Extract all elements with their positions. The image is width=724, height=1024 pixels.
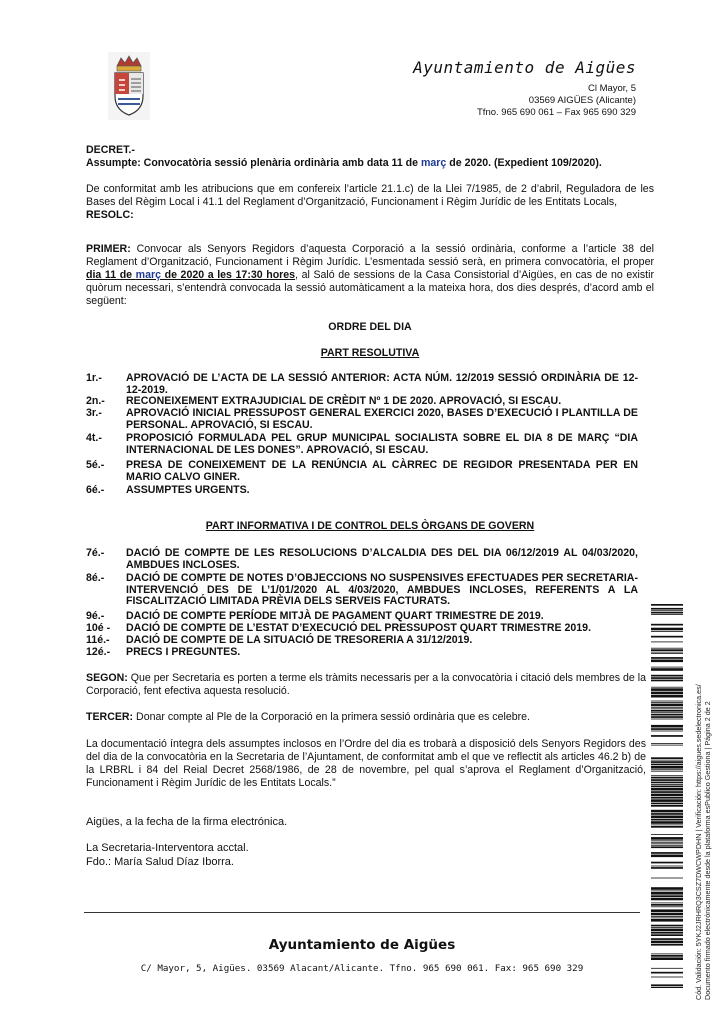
header-address-line2: 03569 AIGÜES (Alicante) (528, 95, 636, 106)
side-validation-text (694, 600, 712, 1000)
primer-label: PRIMER: (86, 243, 131, 255)
validation-barcode-icon (651, 604, 683, 988)
item-number: 4t.- (86, 432, 102, 444)
primer-text-b: , al Saló de sessions de la Casa Consistorial d’Aigües, en cas de no existir quòrum necessari, s’entendrà convocada la sessió automàticament a la mateixa hora, dos dies després, d’acord amb el següent: (86, 269, 655, 307)
segon-label: SEGON: (86, 672, 128, 684)
tercer-paragraph (86, 711, 646, 724)
session-date (86, 269, 295, 281)
item-text: DACIÓ DE COMPTE DE LES RESOLUCIONS D’ALCALDIA DES DEL DIA 06/12/2019 AL 04/03/2020, AMBDUES INCLOSES. (126, 547, 638, 571)
item-number: 1r.- (86, 372, 102, 384)
segon-text: Que per Secretaria es porten a terme els tràmits necessaris per a la convocatòria i citació dels membres de la Corporació, fent efectiva aquesta resolució. (86, 672, 646, 697)
item-number: 7é.- (86, 547, 105, 559)
item-number: 10é - (86, 622, 111, 634)
part2-title: PART INFORMATIVA I DE CONTROL DELS ÒRGANS DE GOVERN (205, 520, 535, 532)
item-number: 5é.- (86, 459, 105, 471)
session-date-a: dia 11 de (86, 269, 136, 281)
side-validation-line2: Documento firmado electrónicamente desde la plataforma esPublico Gestiona | Página 2 de 2 (703, 701, 712, 1000)
session-date-month: març (135, 269, 161, 281)
item-text: PROPOSICIÓ FORMULADA PEL GRUP MUNICIPAL SOCIALISTA SOBRE EL DIA 8 DE MARÇ “DIA INTERNACIONAL DE LES DONES”. APROVACIÓ, SI ESCAU. (126, 432, 638, 456)
item-number: 12é.- (86, 646, 111, 658)
item-text: APROVACIÓ DE L’ACTA DE LA SESSIÓ ANTERIOR: ACTA NÚM. 12/2019 SESSIÓ ORDINÀRIA DE 12-12-2019. (126, 372, 638, 396)
part1-title: PART RESOLUTIVA (320, 347, 420, 359)
item-text: DACIÓ DE COMPTE DE L’ESTAT D’EXECUCIÓ DEL PRESSUPOST QUART TRIMESTRE 2019. (126, 622, 592, 634)
footer-address: C/ Mayor, 5, Aigües. 03569 Alacant/Alicante. Tfno. 965 690 061. Fax: 965 690 329 (140, 963, 584, 974)
item-text: DACIÓ DE COMPTE DE LA SITUACIÓ DE TRESORERIA A 31/12/2019. (126, 634, 473, 646)
municipal-crest-icon (108, 52, 150, 120)
signer-name: Fdo.: María Salud Díaz Iborra. (86, 856, 234, 868)
item-number: 9é.- (86, 610, 105, 622)
item-number: 2n.- (86, 395, 105, 407)
item-text: ASSUMPTES URGENTS. (126, 484, 250, 496)
tercer-text: Donar compte al Ple de la Corporació en la primera sessió ordinària que es celebre. (133, 711, 530, 723)
header-phone-fax: Tfno. 965 690 061 – Fax 965 690 329 (477, 107, 636, 118)
side-validation-line1: Cód. Validación: 5YKJ2JRHRQ3CSZ7DWCWPDHN | Verificación: https://aigues.sedelectronica.es/ (694, 684, 703, 1000)
decree-subject-prefix: Assumpte: Convocatòria sessió plenària ordinària amb data 11 de (86, 157, 421, 169)
decree-subject (86, 157, 646, 170)
item-number: 11é.- (86, 634, 110, 646)
item-number: 6é.- (86, 484, 105, 496)
decree-subject-suffix: de 2020. (Expedient 109/2020). (446, 157, 602, 169)
segon-paragraph (86, 672, 646, 698)
footer-title: Ayuntamiento de Aigües (268, 937, 456, 953)
item-number: 3r.- (86, 407, 102, 419)
header-title: Ayuntamiento de Aigües (413, 58, 636, 77)
item-text: PRECS I PREGUNTES. (126, 646, 241, 658)
item-text: DACIÓ DE COMPTE DE NOTES D’OBJECCIONS NO SUSPENSIVES EFECTUADES PER SECRETARIA-INTERVENCIÓ DES DE L’1/01/2020 AL 4/03/2020, AMBDUES INCLOSES, REFERENTS A LA FISCALITZACIÓ LIMITADA PRÈVIA DELS SERVEIS FACTURATS. (126, 572, 638, 608)
decree-intro (86, 183, 654, 222)
footer-divider (84, 912, 640, 913)
closing-place-date: Aigües, a la fecha de la firma electrónica. (86, 816, 288, 828)
decree-label: DECRET.- (86, 144, 135, 156)
decree-intro-text: De conformitat amb les atribucions que em confereix l’article 21.1.c) de la Llei 7/1985, de 2 d’abril, Reguladora de les Bases del Règim Local i 41.1 del Reglament d’Organització, Funcionament i Règim Jurídic de les Entitats Locals, (86, 183, 654, 208)
signer-role: La Secretaria-Interventora acctal. (86, 842, 249, 854)
tercer-label: TERCER: (86, 711, 134, 723)
item-text: APROVACIÓ INICIAL PRESSUPOST GENERAL EXERCICI 2020, BASES D’EXECUCIÓ I PLANTILLA DE PERSONAL. APROVACIÓ, SI ESCAU. (126, 407, 638, 431)
item-text: PRESA DE CONEIXEMENT DE LA RENÚNCIA AL CÀRREC DE REGIDOR PRESENTADA PER EN MARIO CALVO GINER. (126, 459, 638, 483)
header-address-line1: Cl Mayor, 5 (587, 83, 636, 94)
primer-paragraph (86, 243, 654, 308)
item-text: RECONEIXEMENT EXTRAJUDICIAL DE CRÈDIT Nº 1 DE 2020. APROVACIÓ, SI ESCAU. (126, 395, 562, 407)
decree-subject-month: març (421, 157, 447, 169)
item-text: DACIÓ DE COMPTE PERÍODE MITJÀ DE PAGAMENT QUART TRIMESTRE DE 2019. (126, 610, 544, 622)
resolc-label: RESOLC: (86, 209, 134, 221)
agenda-title: ORDRE DEL DIA (328, 321, 412, 333)
primer-text-a: Convocar als Senyors Regidors d’aquesta Corporació a la sessió ordinària, conforme a l’article 38 del Reglament d’Organització, Funcionament i Règim Jurídic. L’esmentada sessió serà, en primera convocatòria, el proper (86, 243, 654, 268)
session-date-b: de 2020 a les 17:30 hores (161, 269, 296, 281)
documentation-paragraph: La documentació íntegra dels assumptes inclosos en l’Ordre del dia es trobarà a disposició dels Senyors Regidors des del dia de la convocatòria en la Secretaria de l’Ajuntament, de conformitat amb el que ve reflectit als articles 46.2 b) de la LRBRL i 84 del Reial Decret 2568/1986, de 28 de novembre, pel qual s’aprova el Reglament d’Organització, Funcionament i Règim Jurídic de les Entitats Locals.” (86, 738, 646, 789)
item-number: 8é.- (86, 572, 105, 584)
